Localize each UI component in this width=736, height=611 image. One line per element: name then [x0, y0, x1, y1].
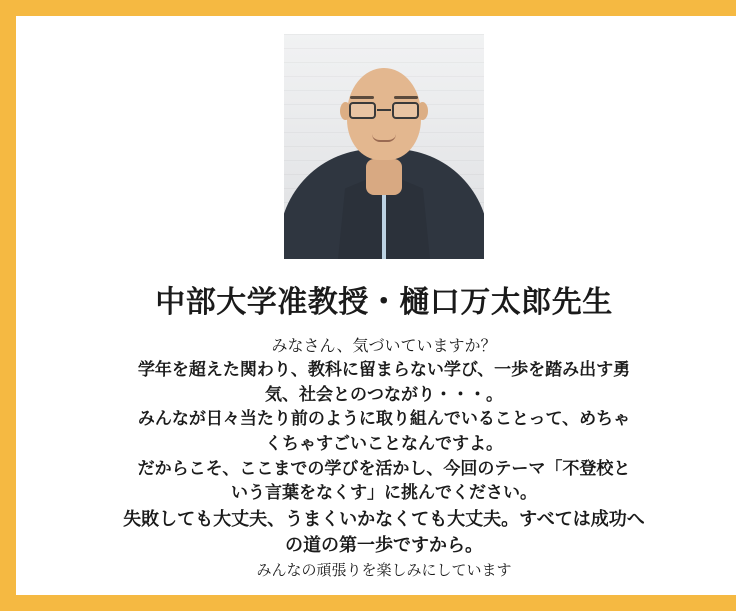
message-line: みなさん、気づいていますか？ [271, 338, 497, 355]
page-title: 中部大学准教授・樋口万太郎先生 [155, 286, 613, 319]
message-line: だからこそ、ここまでの学びを活かし、今回のテーマ「不登校と [137, 458, 631, 478]
message-line: 学年を超えた関わり、教科に留まらない学び、一歩を踏み出す勇 [137, 360, 631, 380]
portrait-photo [284, 34, 484, 259]
frame-top-border [16, 0, 736, 16]
photo-lens-right [392, 102, 419, 119]
poster-card [32, 16, 736, 595]
photo-neck [366, 159, 402, 195]
message-line: いう言葉をなくす」に挑んでください。 [231, 483, 537, 503]
message-line: みんなの頑張りを楽しみにしています [256, 562, 512, 580]
message-body [84, 335, 684, 582]
frame-bottom-border [16, 595, 736, 611]
glasses-icon [349, 102, 419, 120]
photo-lens-left [349, 102, 376, 119]
message-line: 失敗しても大丈夫、うまくいかなくても大丈夫。すべては成功へ [123, 509, 645, 530]
photo-eyebrow-right [394, 96, 418, 99]
photo-glasses-bridge [377, 109, 391, 111]
message-line: 気、社会とのつながり・・・。 [265, 384, 503, 404]
message-line: くちゃすごいことなんですよ。 [265, 434, 503, 454]
photo-eyebrow-left [350, 96, 374, 99]
message-line: みんなが日々当たり前のように取り組んでいることって、めちゃ [137, 409, 631, 429]
message-line: の道の第一歩ですから。 [285, 535, 483, 556]
